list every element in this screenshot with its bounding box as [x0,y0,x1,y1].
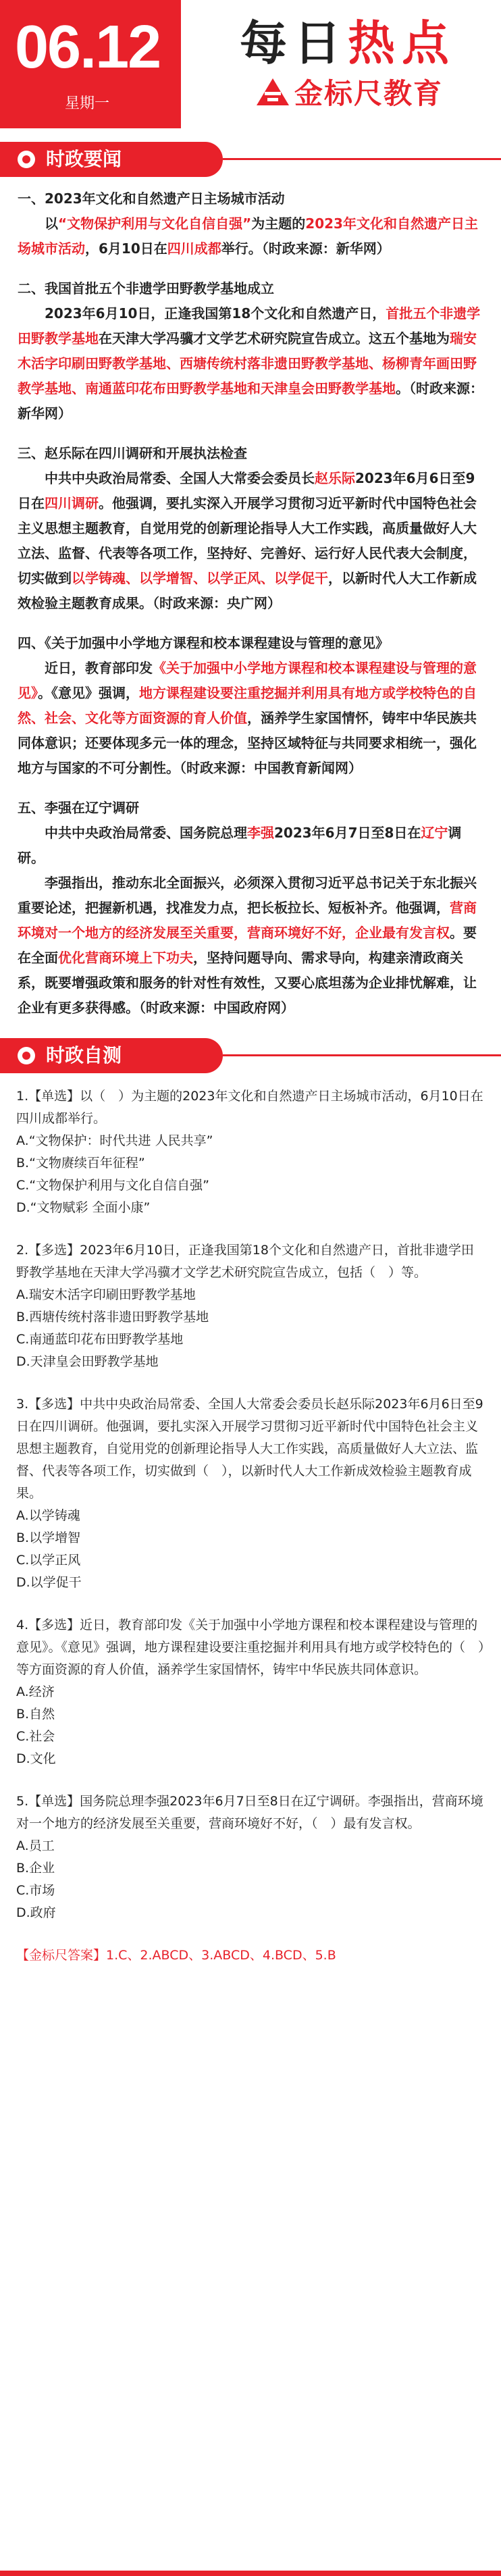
news-item-title: 二、我国首批五个非遗学田野教学基地成立 [18,280,274,297]
body-text: ，坚持问题导向、需求导向，构建亲清政商关系，既要增强政策和服务的针对性有效性，又要心底坦荡为企业排忧解难，让企业有更多获得感。（时政来源：中国政府网） [18,950,477,1016]
quiz-question [16,1239,485,1373]
body-text: 举行。（时政来源：新华网） [221,240,390,257]
body-text: 2023年6月7日至8日在 [274,825,421,841]
question-option: A.瑞安木活字印刷田野教学基地 [16,1287,196,1302]
question-option: C.“文物保护利用与文化自信自强” [16,1178,209,1193]
news-item-title: 四、《关于加强中小学地方课程和校本课程建设与管理的意见》 [18,635,389,651]
answer-value: 1.C、2.ABCD、3.ABCD、4.BCD、5.B [106,1948,336,1963]
highlight-text: 以学铸魂、以学增智、以学正风、以学促干 [72,570,328,586]
highlight-text: 李强 [247,825,274,841]
question-option: B.企业 [16,1861,55,1876]
question-option: A.经济 [16,1684,55,1699]
news-item [18,441,483,616]
body-text: 。要在全面 [18,925,477,966]
section-title: 时政要闻 [46,148,122,170]
question-option: B.“文物赓续百年征程” [16,1156,145,1170]
highlight-text: 辽宁 [421,825,448,841]
quiz-question [16,1393,485,1594]
news-item [18,796,483,1021]
news-item-body [18,211,483,261]
body-text: 在天津大学冯骥才文学艺术研究院宣告成立。这五个基地为 [99,330,450,346]
question-option: C.市场 [16,1883,55,1898]
question-option: D.“文物赋彩 全面小康” [16,1200,151,1215]
answer-tag: 【金标尺答案】 [16,1948,107,1963]
bullet-icon [18,1047,35,1064]
news-paragraph [18,656,483,781]
question-option: D.天津皇会田野教学基地 [16,1354,159,1369]
highlight-text: 优化营商环境上下功夫 [58,950,193,966]
body-text: ，6月10日在 [85,240,167,257]
question-option: C.社会 [16,1729,55,1744]
quiz-list [0,1073,501,1967]
news-paragraph [18,466,483,616]
body-text: 以 [45,215,58,232]
news-item [18,631,483,781]
section-header-news [0,142,501,177]
question-stem: 2.【多选】2023年6月10日，正逢我国第18个文化和自然遗产日，首批非遗学田野教学基地在天津大学冯骥才文学艺术研究院宣告成立，包括（ ）等。 [16,1243,474,1280]
title-part-a: 每日 [240,15,348,71]
body-text: 调研。 [18,825,462,866]
question-stem: 5.【单选】国务院总理李强2023年6月7日至8日在辽宁调研。李强指出，营商环境对一个地方的经济发展至关重要，营商环境好不好，（ ）最有发言权。 [16,1794,483,1831]
news-item-body [18,301,483,426]
question-option: B.西塘传统村落非遗田野教学基地 [16,1310,209,1324]
question-option: D.以学促干 [16,1575,82,1590]
brand-name: 金标尺教育 [294,77,444,110]
body-text: 2023年6月10日，正逢我国第18个文化和自然遗产日， [45,305,386,321]
news-paragraph [18,821,483,871]
weekday: 星期一 [65,95,110,112]
body-text: 中共中央政治局常委、全国人大常委会委员长 [45,470,315,486]
answer-key [16,1944,485,1967]
brand [255,76,443,108]
highlight-text: 赵乐际 [315,470,355,486]
date: 06.12 [15,14,161,81]
question-option: B.以学增智 [16,1530,81,1545]
news-item-body [18,466,483,616]
news-list [0,177,501,1021]
quiz-question [16,1085,485,1219]
question-stem: 3.【多选】中共中央政治局常委、全国人大常委会委员长赵乐际2023年6月6日至9日在四川调研。他强调，要扎实深入开展学习贯彻习近平新时代中国特色社会主义思想主题教育，自觉用党的创新理论指导人大工作实践，高质量做好人大立法、监督、代表等各项工作，切实做到（ ），以新时代人大工作新成效检验主题教育成果。 [16,1397,483,1501]
news-item-title: 五、李强在辽宁调研 [18,800,139,816]
quiz-question [16,1614,485,1770]
question-option: C.南通蓝印花布田野教学基地 [16,1332,184,1347]
news-paragraph [18,301,483,426]
highlight-text: 《关于加强中小学地方课程和校本课程建设与管理的意见》 [18,660,477,701]
news-item-body [18,821,483,1021]
body-text: 中共中央政治局常委、国务院总理 [45,825,247,841]
section-rule [223,158,501,160]
highlight-text: 2023年文化和自然遗产日主场城市活动 [18,215,478,257]
section-rule [223,1054,501,1056]
question-option: A.“文物保护：时代共进 人民共享” [16,1133,213,1148]
body-text: 。他强调，要扎实深入开展学习贯彻习近平新时代中国特色社会主义思想主题教育，自觉用党的创新理论指导人大工作实践，高质量做好人大立法、监督、代表等各项工作，坚持好、完善好、运行好人民代表大会制度，切实做到 [18,495,477,586]
news-item [18,276,483,426]
highlight-text: 四川成都 [167,240,221,257]
question-option: D.文化 [16,1751,56,1766]
highlight-text: “文物保护利用与文化自信自强” [58,215,252,232]
section-header-quiz [0,1038,501,1073]
highlight-text: 四川调研 [45,495,99,511]
body-text: ，涵养学生家国情怀，铸牢中华民族共同体意识；还要体现多元一体的理念，坚持区域特征与共同要求相统一，强化地方与国家的不可分割性。（时政来源：中国教育新闻网） [18,710,477,776]
highlight-text: 地方课程建设要注重挖掘并利用具有地方或学校特色的自然、社会、文化等方面资源的育人价值 [18,685,477,726]
news-paragraph [18,211,483,261]
section-title: 时政自测 [46,1044,122,1066]
highlight-text: 营商环境对一个地方的经济发展至关重要，营商环境好不好，企业最有发言权 [18,900,477,941]
footer-rule [0,2571,501,2576]
body-text: 李强指出，推动东北全面振兴，必须深入贯彻习近平总书记关于东北振兴重要论述，把握新机遇，找准发力点，把长板拉长、短板补齐。他强调， [18,875,477,916]
daily-hotspot-title [209,12,486,74]
question-stem: 4.【多选】近日，教育部印发《关于加强中小学地方课程和校本课程建设与管理的意见》。《意见》强调，地方课程建设要注重挖掘并利用具有地方或学校特色的（ ）等方面资源的育人价值，涵养学生家国情怀，铸牢中华民族共同体意识。 [16,1618,485,1677]
body-text: 。（时政来源：新华网） [18,380,483,421]
header [0,0,501,128]
question-option: D.政府 [16,1905,56,1920]
highlight-text: 首批五个非遗学田野教学基地 [18,305,481,346]
news-item [18,186,483,261]
body-text: 2023年6月6日至9日在 [18,470,475,511]
title-part-b: 热点 [348,15,456,71]
brand-logo-icon [255,77,290,107]
quiz-question [16,1791,485,1924]
body-text: 为主题的 [251,215,306,232]
body-text: 近日，教育部印发 [45,660,153,676]
question-option: A.员工 [16,1838,55,1853]
highlight-text: 瑞安木活字印刷田野教学基地、西塘传统村落非遗田野教学基地、杨柳青年画田野教学基地、南通蓝印花布田野教学基地和天津皇会田野教学基地 [18,330,477,396]
news-paragraph [18,871,483,1021]
body-text: ，以新时代人大工作新成效检验主题教育成果。（时政来源：央广网） [18,570,477,611]
news-item-title: 一、2023年文化和自然遗产日主场城市活动 [18,190,285,207]
body-text: 。《意见》强调， [38,685,139,701]
question-option: A.以学铸魂 [16,1508,80,1523]
question-option: C.以学正风 [16,1553,81,1568]
news-item-body [18,656,483,781]
bullet-icon [18,151,35,168]
news-item-title: 三、赵乐际在四川调研和开展执法检查 [18,445,247,461]
question-option: B.自然 [16,1707,55,1722]
date-block [0,0,181,128]
question-stem: 1.【单选】以（ ）为主题的2023年文化和自然遗产日主场城市活动，6月10日在四川成都举行。 [16,1089,483,1126]
